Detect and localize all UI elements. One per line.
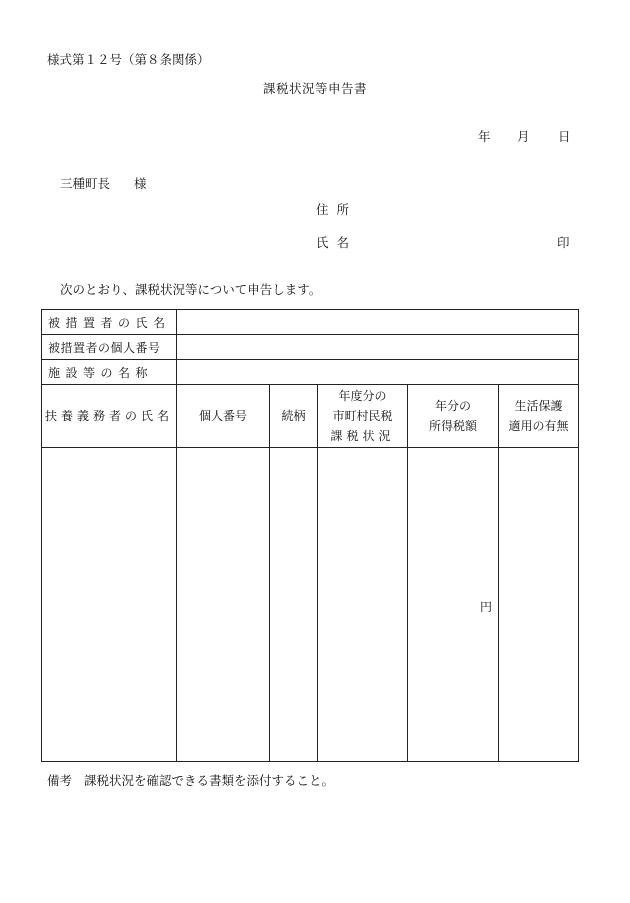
facility-name-label: 施設等の名称 — [42, 360, 177, 385]
supporter-name-cell[interactable] — [42, 448, 177, 762]
personal-number-header: 個人番号 — [177, 385, 270, 448]
name-label: 氏名 — [316, 235, 358, 250]
table-row — [42, 360, 579, 385]
welfare-line2: 適用の有無 — [508, 419, 569, 433]
table-header-row — [42, 385, 579, 448]
income-tax-line1: 年分の — [434, 399, 471, 413]
seal-mark: 印 — [557, 235, 570, 250]
insured-number-field[interactable] — [177, 335, 579, 360]
welfare-header — [499, 385, 579, 448]
table-row — [42, 310, 579, 335]
insured-name-label: 被措置者の氏名 — [42, 310, 177, 335]
yen-unit: 円 — [479, 600, 492, 614]
document-title: 課税状況等申告書 — [262, 81, 367, 96]
personal-number-cell[interactable] — [177, 448, 270, 762]
relationship-cell[interactable] — [270, 448, 318, 762]
remarks-label: 備考 — [47, 773, 73, 788]
income-tax-line2: 所得税額 — [428, 419, 477, 433]
municipal-tax-status-header — [318, 385, 408, 448]
declaration-table — [41, 309, 579, 762]
addressee-name: 三種町長 — [60, 176, 111, 191]
welfare-line1: 生活保護 — [514, 399, 563, 413]
date-year-label: 年 — [478, 129, 491, 144]
addressee-honorific: 様 — [134, 176, 147, 191]
insured-number-label: 被措置者の個人番号 — [42, 335, 177, 360]
insured-name-field[interactable] — [177, 310, 579, 335]
date-month-label: 月 — [517, 129, 530, 144]
income-tax-cell[interactable] — [408, 448, 499, 762]
municipal-tax-status-line2: 市町村民税 — [332, 409, 393, 423]
municipal-tax-status-line3: 課税状況 — [330, 429, 395, 443]
remarks — [47, 771, 334, 789]
addressee — [60, 174, 147, 192]
municipal-tax-status-line1: 年度分の — [338, 389, 387, 403]
facility-name-field[interactable] — [177, 360, 579, 385]
relationship-header: 続柄 — [270, 385, 318, 448]
address-label: 住所 — [316, 202, 358, 217]
remarks-text: 課税状況を確認できる書類を添付すること。 — [84, 773, 335, 788]
table-row — [42, 448, 579, 762]
intro-text: 次のとおり、課税状況等について申告します。 — [60, 282, 322, 297]
table-row — [42, 335, 579, 360]
date-day-label: 日 — [558, 129, 571, 144]
supporter-name-header: 扶養義務者の氏名 — [42, 385, 177, 448]
income-tax-header — [408, 385, 499, 448]
municipal-tax-status-cell[interactable] — [318, 448, 408, 762]
form-number: 様式第１２号（第８条関係） — [47, 52, 210, 67]
welfare-cell[interactable] — [499, 448, 579, 762]
